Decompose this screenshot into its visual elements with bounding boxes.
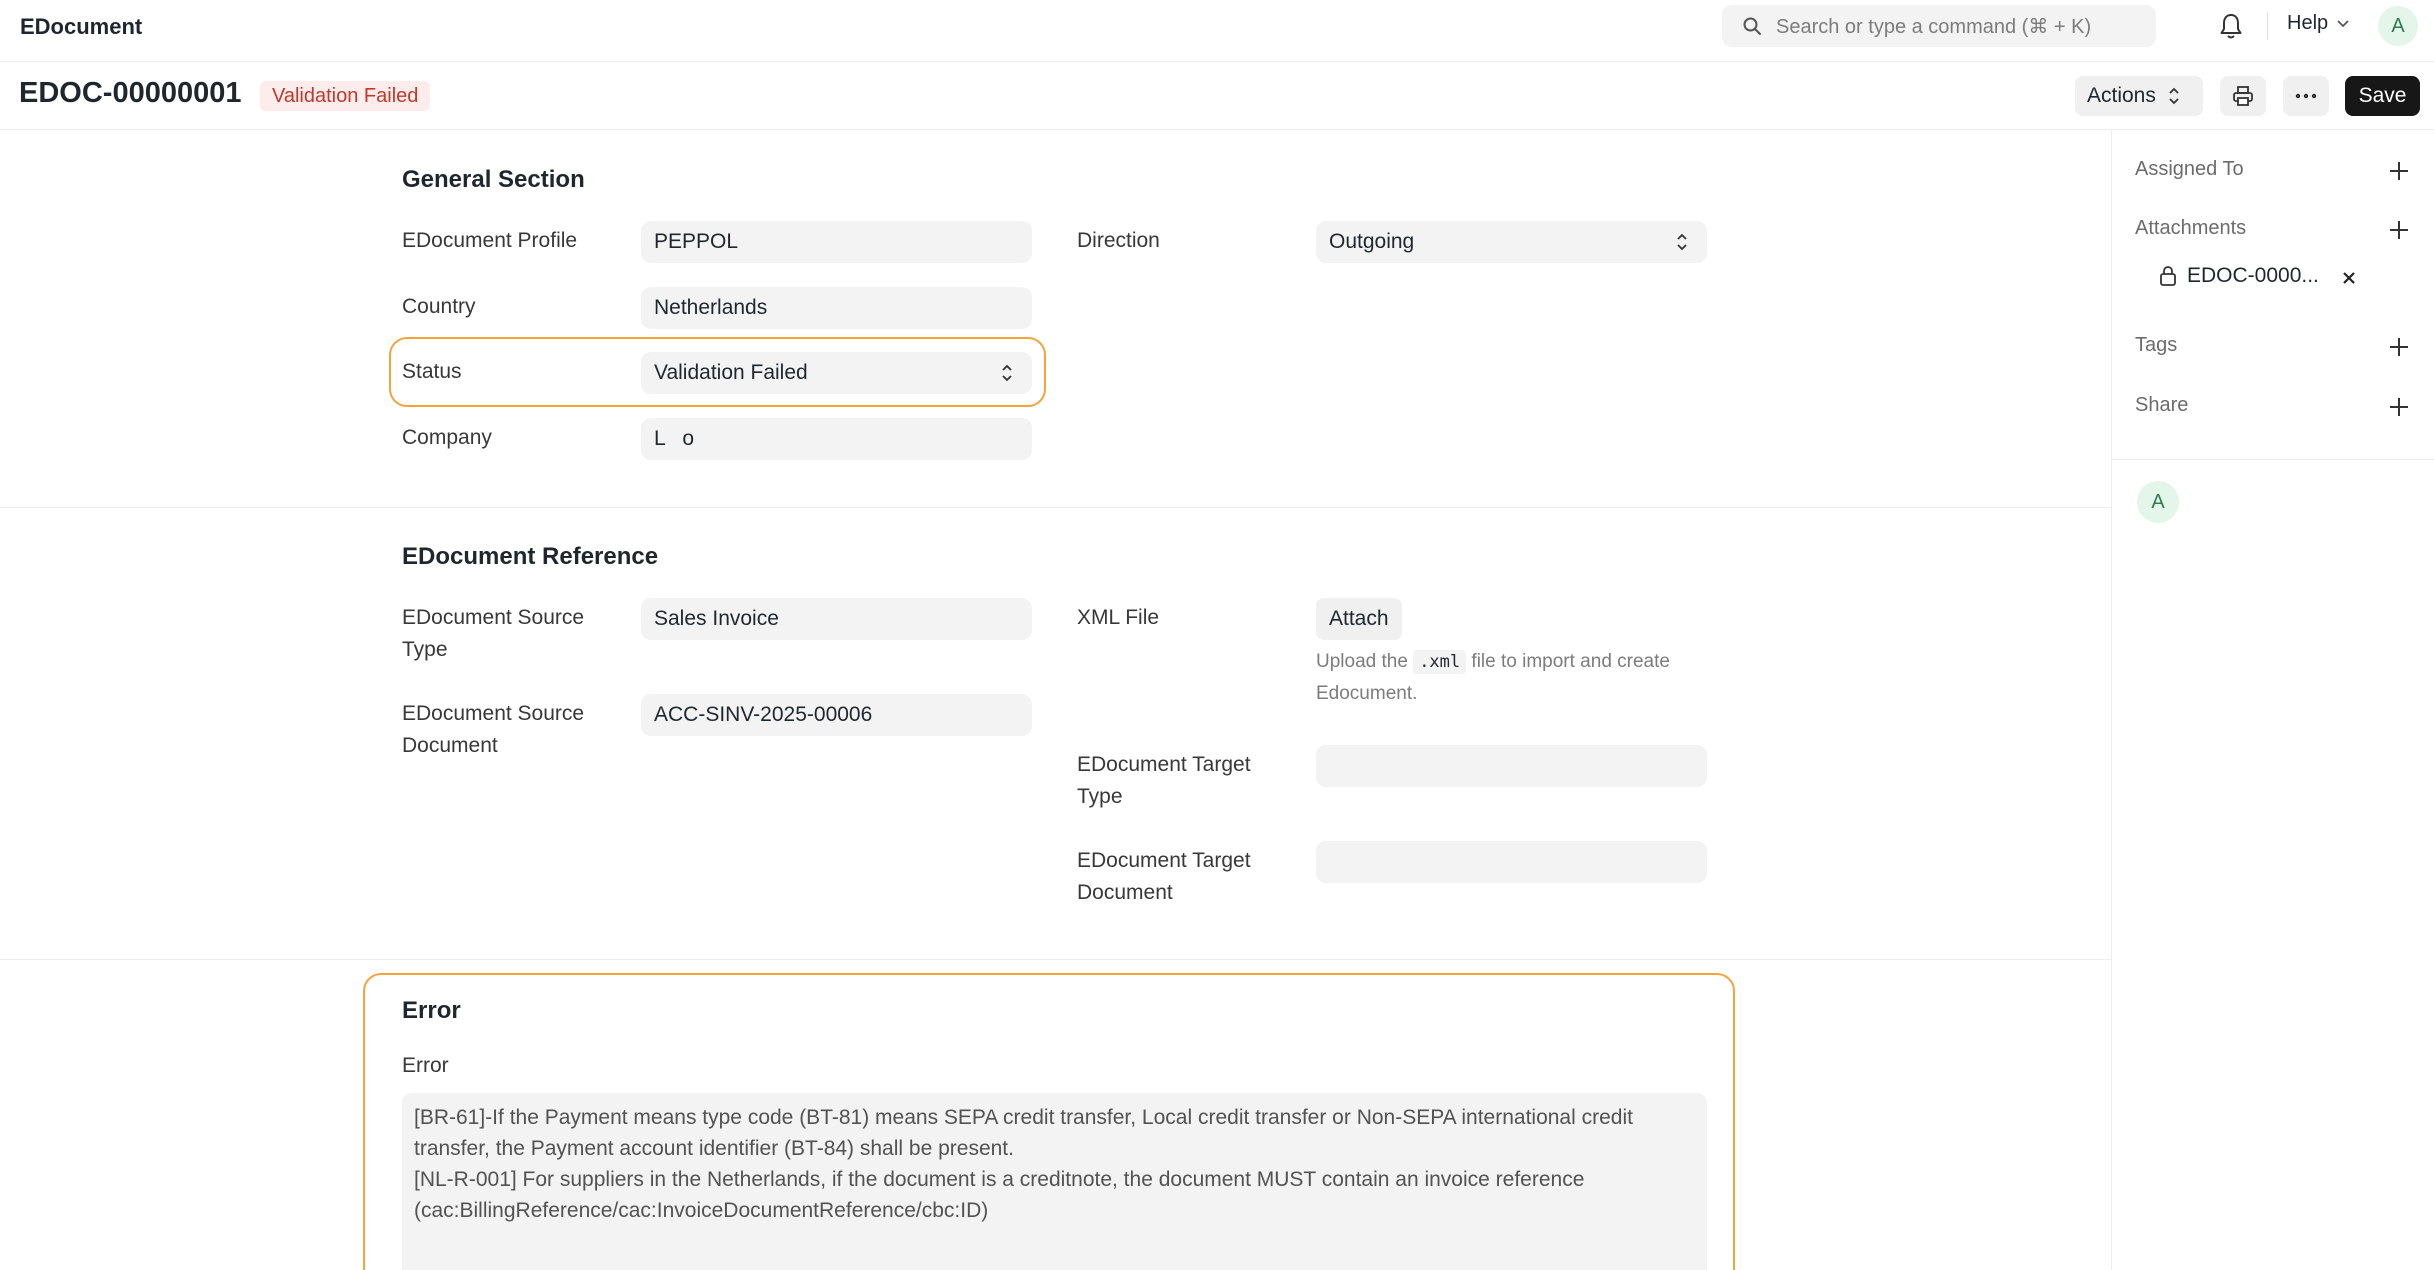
xml-file-label: XML File [1077, 606, 1160, 629]
reference-section-title: EDocument Reference [402, 543, 659, 570]
error-section-title: Error [402, 997, 461, 1024]
remove-attachment-icon[interactable] [2341, 270, 2357, 286]
add-attachment-icon[interactable] [2388, 219, 2410, 241]
navbar [0, 0, 2434, 62]
xml-help-suffix: file to import and create Edocument. [1316, 651, 1670, 704]
more-options-button[interactable] [2283, 76, 2329, 116]
company-field[interactable]: L o [641, 418, 1032, 460]
actions-label: Actions [2087, 84, 2156, 107]
viewer-avatar[interactable]: A [2137, 481, 2179, 523]
country-field[interactable]: Netherlands [641, 287, 1032, 329]
save-button[interactable]: Save [2345, 76, 2420, 116]
page-head [0, 62, 2434, 130]
sidebar-divider [2111, 459, 2434, 460]
profile-label: EDocument Profile [402, 229, 578, 252]
actions-button[interactable] [2075, 76, 2203, 116]
source-type-field[interactable]: Sales Invoice [641, 598, 1032, 640]
direction-label: Direction [1077, 229, 1160, 252]
profile-field[interactable]: PEPPOL [641, 221, 1032, 263]
target-document-label: EDocument Target Document [1077, 849, 1251, 904]
error-label: Error [402, 1054, 449, 1077]
lock-icon [2159, 266, 2177, 286]
general-section-title: General Section [402, 166, 585, 193]
company-label: Company [402, 426, 492, 449]
source-type-label: EDocument Source Type [402, 606, 585, 661]
select-arrows-icon [1675, 232, 1689, 252]
sidebar [2111, 131, 2434, 1270]
help-label: Help [2287, 12, 2329, 34]
section-divider [0, 507, 2111, 508]
status-value: Validation Failed [654, 361, 808, 384]
error-line: [BR-61]-If the Payment means type code (BT-81) means SEPA credit transfer, Local credit transfer or Non-SEPA international credit transfer, the Payment account identifier (BT-84) shall be present. [414, 1106, 1633, 1160]
add-tag-icon[interactable] [2388, 336, 2410, 358]
select-arrows-icon [1000, 363, 1014, 383]
xml-help-prefix: Upload the [1316, 651, 1408, 672]
share-label: Share [2135, 394, 2189, 416]
ellipsis-icon [2295, 93, 2317, 99]
page-title: EDOC-00000001 [19, 77, 242, 109]
attachment-name: EDOC-0000... [2187, 264, 2319, 287]
tags-label: Tags [2135, 334, 2178, 356]
error-line: [NL-R-001] For suppliers in the Netherlands, if the document is a creditnote, the document MUST contain an invoice reference (cac:BillingReference/cac:InvoiceDocumentReference/cbc:ID) [414, 1168, 1585, 1222]
target-document-field[interactable] [1316, 841, 1707, 883]
status-label: Status [402, 360, 462, 383]
attachments-label: Attachments [2135, 217, 2247, 239]
status-select[interactable] [641, 352, 1032, 394]
xml-help-text [1316, 646, 1696, 710]
direction-value: Outgoing [1329, 230, 1415, 253]
error-text[interactable] [402, 1093, 1707, 1270]
assigned-to-label: Assigned To [2135, 158, 2244, 180]
attach-button[interactable]: Attach [1316, 598, 1402, 640]
add-assignee-icon[interactable] [2388, 160, 2410, 182]
source-document-field[interactable]: ACC-SINV-2025-00006 [641, 694, 1032, 736]
user-avatar[interactable]: A [2378, 6, 2418, 46]
help-menu[interactable] [2287, 12, 2350, 35]
xml-help-code: .xml [1413, 650, 1466, 674]
print-button[interactable] [2220, 76, 2266, 116]
add-share-icon[interactable] [2388, 396, 2410, 418]
form-area [0, 131, 2111, 1270]
chevron-down-icon [2336, 17, 2350, 31]
search-placeholder: Search or type a command (⌘ + K) [1776, 16, 2092, 38]
sort-arrows-icon [2168, 87, 2180, 105]
direction-select[interactable] [1316, 221, 1707, 263]
status-badge: Validation Failed [260, 81, 430, 111]
source-document-label: EDocument Source Document [402, 702, 585, 757]
notification-bell-icon[interactable] [2218, 12, 2244, 40]
target-type-label: EDocument Target Type [1077, 753, 1251, 808]
country-label: Country [402, 295, 476, 318]
search-icon [1742, 16, 1762, 36]
section-divider [0, 959, 2111, 960]
app-title[interactable]: EDocument [20, 14, 143, 39]
attachment-item[interactable] [2159, 264, 2319, 288]
printer-icon [2232, 85, 2254, 107]
target-type-field[interactable] [1316, 745, 1707, 787]
navbar-divider [2267, 12, 2268, 40]
search-bar[interactable] [1722, 5, 2156, 47]
